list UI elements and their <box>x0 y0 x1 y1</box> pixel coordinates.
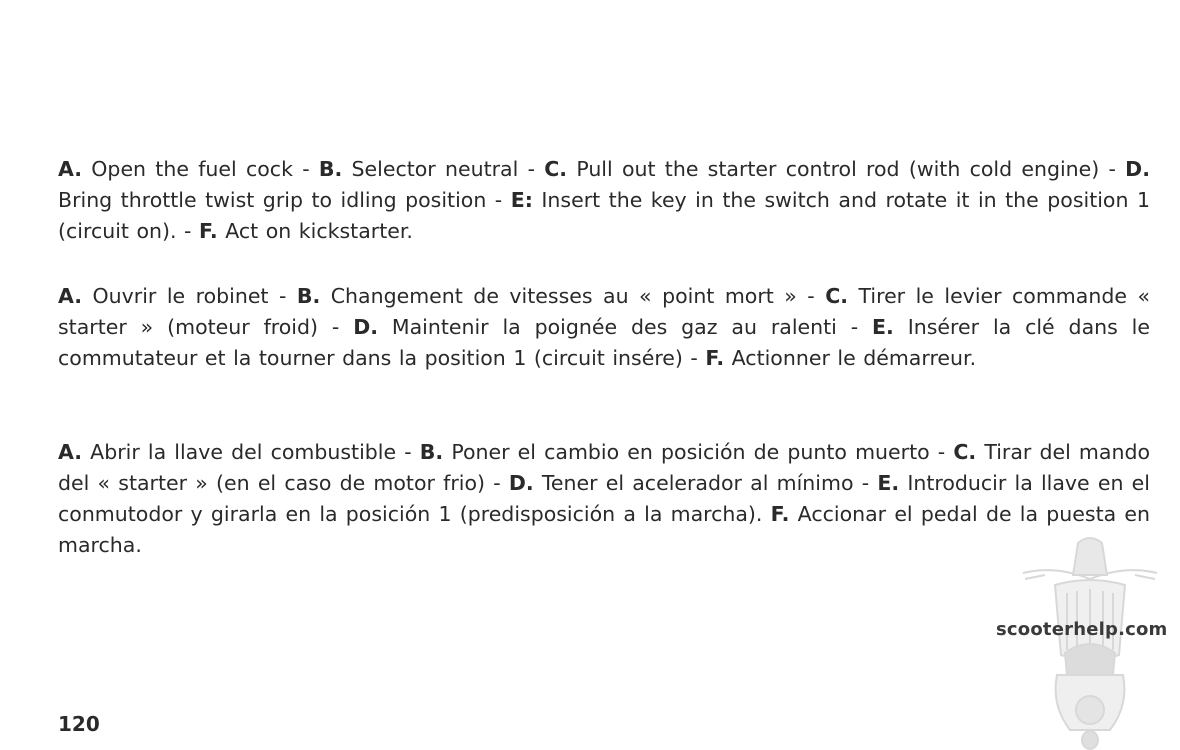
step-label: B. <box>296 284 321 308</box>
step-text: Changement de vitesses au « point mort » - <box>320 284 826 308</box>
step-label: B. <box>318 157 343 181</box>
step-label: D. <box>1125 157 1150 181</box>
step-text: Act on kickstarter. <box>217 219 413 243</box>
page-number: 120 <box>58 712 100 736</box>
step-label: F. <box>770 502 790 526</box>
step-label: A. <box>58 440 83 464</box>
watermark-text: scooterhelp.com <box>996 619 1168 640</box>
step-label: C. <box>544 157 568 181</box>
spanish-instructions <box>58 437 1150 561</box>
step-label: C. <box>953 440 977 464</box>
step-label: D. <box>508 471 534 495</box>
step-text: Selector neutral - <box>342 157 545 181</box>
step-label: E: <box>510 188 533 212</box>
step-label: E. <box>877 471 900 495</box>
scooter-icon <box>1015 535 1165 750</box>
step-text: Pull out the starter control rod (with cold engine) - <box>567 157 1126 181</box>
step-text: Tirer le levier commande « starter » (moteur froid) - <box>58 284 1150 339</box>
french-instructions <box>58 281 1150 374</box>
step-label: B. <box>419 440 444 464</box>
step-label: F. <box>705 346 725 370</box>
step-text: Actionner le démarreur. <box>724 346 977 370</box>
step-label: D. <box>353 315 378 339</box>
step-text: Introducir la llave en el conmutodor y girarla en la posición 1 (predisposición a la marcha). <box>58 471 1150 526</box>
step-label: C. <box>825 284 849 308</box>
step-text: Poner el cambio en posición de punto muerto - <box>443 440 954 464</box>
step-label: A. <box>58 157 83 181</box>
step-text: Accionar el pedal de la puesta en marcha. <box>58 502 1150 557</box>
english-instructions <box>58 154 1150 247</box>
step-text: Bring throttle twist grip to idling position - <box>58 188 511 212</box>
step-label: A. <box>58 284 83 308</box>
step-text: Tirar del mando del « starter » (en el caso de motor frio) - <box>58 440 1150 495</box>
step-text: Abrir la llave del combustible - <box>82 440 420 464</box>
step-text: Ouvrir le robinet - <box>82 284 297 308</box>
step-label: F. <box>198 219 218 243</box>
step-text: Open the fuel cock - <box>82 157 319 181</box>
step-text: Insert the key in the switch and rotate it in the position 1 (circuit on). - <box>58 188 1150 243</box>
step-text: Insérer la clé dans le commutateur et la tourner dans la position 1 (circuit insére) - <box>58 315 1150 370</box>
step-text: Maintenir la poignée des gaz au ralenti - <box>378 315 873 339</box>
step-label: E. <box>872 315 894 339</box>
step-text: Tener el acelerador al mínimo - <box>533 471 878 495</box>
